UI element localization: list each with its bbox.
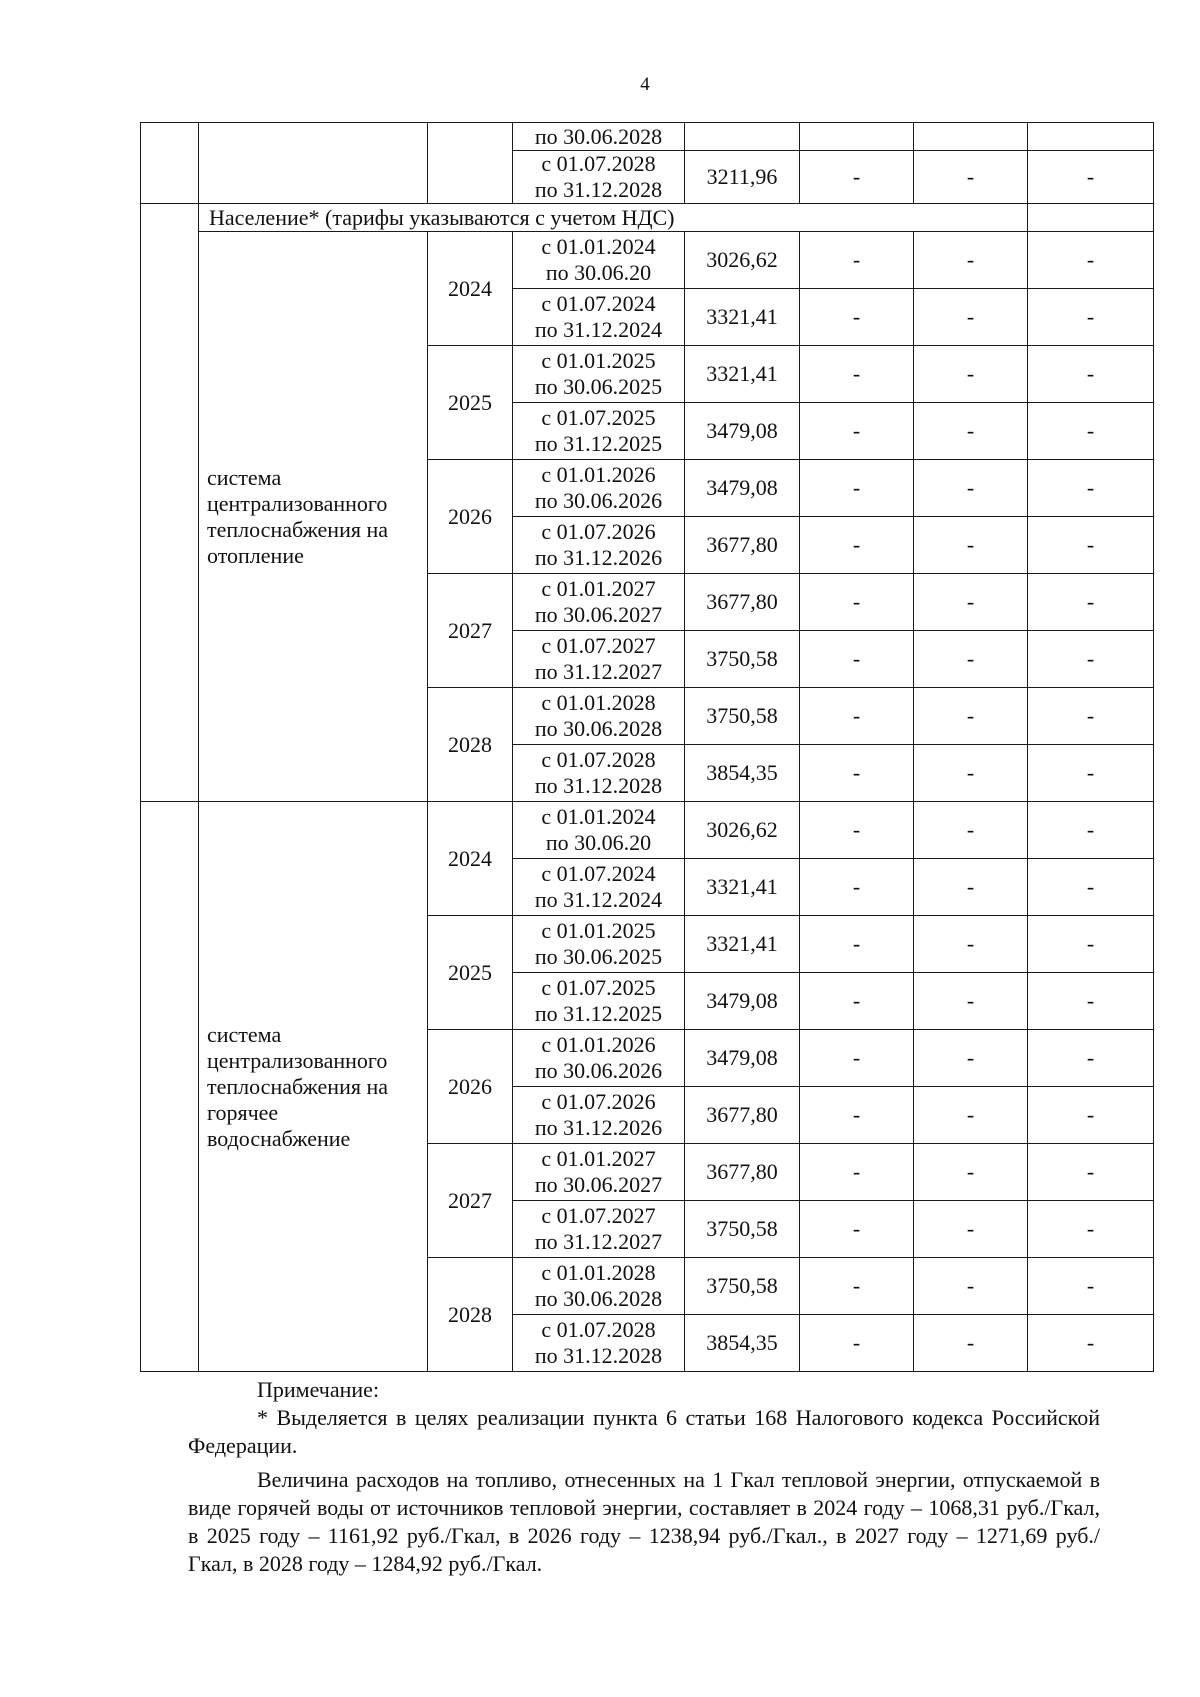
tariff-dash-cell: - xyxy=(800,1144,914,1201)
tariff-value-cell: 3321,41 xyxy=(685,916,800,973)
period-cell: с 01.07.2028 по 31.12.2028 xyxy=(513,1315,685,1372)
tariff-value-cell: 3854,35 xyxy=(685,1315,800,1372)
tariff-dash-cell: - xyxy=(1028,574,1154,631)
tariff-dash-cell: - xyxy=(800,859,914,916)
tariff-dash-cell: - xyxy=(1028,1144,1154,1201)
index-cell xyxy=(141,123,199,204)
tariff-value-cell: 3750,58 xyxy=(685,1201,800,1258)
tariff-value-cell: 3479,08 xyxy=(685,460,800,517)
year-cell: 2024 xyxy=(428,802,513,916)
table-row xyxy=(141,123,1154,151)
tariff-dash-cell: - xyxy=(800,346,914,403)
period-cell: с 01.07.2027 по 31.12.2027 xyxy=(513,631,685,688)
tariff-dash-cell: - xyxy=(1028,517,1154,574)
tariff-dash-cell: - xyxy=(800,517,914,574)
page-number: 4 xyxy=(640,74,650,95)
year-cell: 2028 xyxy=(428,1258,513,1372)
tariff-dash-cell: - xyxy=(800,1315,914,1372)
tariff-dash-cell xyxy=(800,123,914,151)
tariff-dash-cell: - xyxy=(914,802,1028,859)
tariff-value-cell: 3321,41 xyxy=(685,289,800,346)
tariff-dash-cell: - xyxy=(914,1030,1028,1087)
period-cell: с 01.01.2024 по 30.06.20 xyxy=(513,232,685,289)
tariff-dash-cell: - xyxy=(914,631,1028,688)
tariff-dash-cell: - xyxy=(914,517,1028,574)
tariff-dash-cell: - xyxy=(1028,688,1154,745)
tariff-dash-cell: - xyxy=(1028,403,1154,460)
period-cell: с 01.07.2024 по 31.12.2024 xyxy=(513,859,685,916)
tariff-value-cell: 3750,58 xyxy=(685,1258,800,1315)
tariff-value-cell: 3677,80 xyxy=(685,574,800,631)
year-cell: 2026 xyxy=(428,460,513,574)
tariff-dash-cell: - xyxy=(1028,1030,1154,1087)
tariff-dash-cell: - xyxy=(800,688,914,745)
tariff-value-cell: 3479,08 xyxy=(685,403,800,460)
period-cell: с 01.01.2028 по 30.06.2028 xyxy=(513,1258,685,1315)
tariff-dash-cell: - xyxy=(800,403,914,460)
tariff-dash-cell: - xyxy=(1028,973,1154,1030)
tariff-dash-cell: - xyxy=(1028,460,1154,517)
tariff-dash-cell: - xyxy=(914,745,1028,802)
tariff-dash-cell: - xyxy=(914,688,1028,745)
period-cell: с 01.01.2028 по 30.06.2028 xyxy=(513,688,685,745)
tariff-dash-cell: - xyxy=(914,1201,1028,1258)
tariff-value-cell: 3479,08 xyxy=(685,1030,800,1087)
year-cell: 2026 xyxy=(428,1030,513,1144)
tariff-dash-cell: - xyxy=(1028,745,1154,802)
tariff-dash-cell: - xyxy=(800,460,914,517)
table-row xyxy=(141,802,1154,859)
tariff-dash-cell: - xyxy=(800,1030,914,1087)
tariff-value-cell: 3026,62 xyxy=(685,802,800,859)
period-cell: с 01.07.2028 по 31.12.2028 xyxy=(513,151,685,204)
index-cell xyxy=(141,802,199,1372)
notes-section xyxy=(188,1376,1100,1578)
footnote-text: * Выделяется в целях реализации пункта 6 статьи 168 Налогового кодекса Российской Федерации. xyxy=(188,1405,1100,1458)
tariff-value-cell: 3677,80 xyxy=(685,517,800,574)
tariff-value-cell: 3854,35 xyxy=(685,745,800,802)
tariff-dash-cell: - xyxy=(914,346,1028,403)
period-cell: с 01.07.2026 по 31.12.2026 xyxy=(513,1087,685,1144)
tariff-dash-cell xyxy=(914,123,1028,151)
table-row xyxy=(141,204,1154,232)
tariff-dash-cell: - xyxy=(800,1087,914,1144)
year-cell xyxy=(428,123,513,204)
period-cell: с 01.07.2028 по 31.12.2028 xyxy=(513,745,685,802)
tariff-dash-cell: - xyxy=(800,973,914,1030)
tariff-dash-cell: - xyxy=(914,859,1028,916)
period-cell: с 01.07.2024 по 31.12.2024 xyxy=(513,289,685,346)
period-cell: с 01.01.2027 по 30.06.2027 xyxy=(513,574,685,631)
tariff-dash-cell: - xyxy=(800,631,914,688)
tariff-value-cell xyxy=(685,123,800,151)
tariff-dash-cell: - xyxy=(800,151,914,204)
tariff-dash-cell: - xyxy=(800,1258,914,1315)
system-cell: система централизованного теплоснабжения на горячее водоснабжение xyxy=(199,802,428,1372)
tariff-dash-cell: - xyxy=(800,232,914,289)
period-cell: с 01.07.2025 по 31.12.2025 xyxy=(513,973,685,1030)
tariff-dash-cell: - xyxy=(914,460,1028,517)
tariff-dash-cell: - xyxy=(1028,289,1154,346)
tariff-dash-cell: - xyxy=(1028,1258,1154,1315)
year-cell: 2024 xyxy=(428,232,513,346)
fuel-cost-text: Величина расходов на топливо, отнесенных на 1 Гкал тепловой энергии, отпускаемой в виде горячей воды от источников тепловой энергии, составляет в 2024 году – 1068,31 руб./Гкал, в 2025 году – 1161,92 руб./Гкал, в 2026 году – 1238,94 руб./Гкал., в 2027 году – 1271,69 руб./Гкал, в 2028 году – 1284,92 руб./Гкал. xyxy=(188,1467,1100,1576)
tariff-dash-cell: - xyxy=(800,1201,914,1258)
tariff-dash-cell: - xyxy=(1028,916,1154,973)
tariff-dash-cell: - xyxy=(914,403,1028,460)
period-cell: с 01.07.2026 по 31.12.2026 xyxy=(513,517,685,574)
tariff-dash-cell: - xyxy=(1028,232,1154,289)
tariff-dash-cell: - xyxy=(914,973,1028,1030)
tariff-value-cell: 3211,96 xyxy=(685,151,800,204)
year-cell: 2027 xyxy=(428,574,513,688)
tariff-dash-cell: - xyxy=(800,745,914,802)
note-label: Примечание: xyxy=(257,1377,380,1402)
period-cell: с 01.01.2025 по 30.06.2025 xyxy=(513,346,685,403)
period-cell: с 01.01.2026 по 30.06.2026 xyxy=(513,460,685,517)
tariff-dash-cell: - xyxy=(800,574,914,631)
tariff-dash-cell: - xyxy=(800,802,914,859)
tariff-value-cell: 3677,80 xyxy=(685,1144,800,1201)
period-cell: с 01.07.2027 по 31.12.2027 xyxy=(513,1201,685,1258)
tariff-dash-cell: - xyxy=(914,916,1028,973)
tariff-value-cell: 3677,80 xyxy=(685,1087,800,1144)
tariff-dash-cell: - xyxy=(1028,631,1154,688)
tariff-dash-cell: - xyxy=(914,1087,1028,1144)
tariff-dash-cell xyxy=(1028,204,1154,232)
period-cell: с 01.01.2025 по 30.06.2025 xyxy=(513,916,685,973)
period-cell: с 01.01.2026 по 30.06.2026 xyxy=(513,1030,685,1087)
tariff-dash-cell: - xyxy=(914,1315,1028,1372)
tariff-dash-cell: - xyxy=(1028,1315,1154,1372)
population-header: Население* (тарифы указываются с учетом НДС) xyxy=(199,204,1028,232)
tariff-value-cell: 3750,58 xyxy=(685,688,800,745)
year-cell: 2027 xyxy=(428,1144,513,1258)
system-cell: система централизованного теплоснабжения на отопление xyxy=(199,232,428,802)
period-cell: с 01.01.2024 по 30.06.20 xyxy=(513,802,685,859)
tariff-value-cell: 3026,62 xyxy=(685,232,800,289)
tariff-dash-cell: - xyxy=(1028,346,1154,403)
period-cell: с 01.01.2027 по 30.06.2027 xyxy=(513,1144,685,1201)
tariff-dash-cell: - xyxy=(800,916,914,973)
tariff-dash-cell: - xyxy=(1028,802,1154,859)
tariff-dash-cell: - xyxy=(914,1258,1028,1315)
tariff-dash-cell: - xyxy=(1028,1087,1154,1144)
tariff-dash-cell: - xyxy=(914,289,1028,346)
tariff-dash-cell: - xyxy=(914,232,1028,289)
tariff-dash-cell: - xyxy=(914,151,1028,204)
year-cell: 2025 xyxy=(428,346,513,460)
tariff-value-cell: 3321,41 xyxy=(685,346,800,403)
tariff-dash-cell: - xyxy=(914,1144,1028,1201)
tariff-dash-cell: - xyxy=(800,289,914,346)
year-cell: 2028 xyxy=(428,688,513,802)
period-cell: с 01.07.2025 по 31.12.2025 xyxy=(513,403,685,460)
tariff-dash-cell: - xyxy=(1028,859,1154,916)
tariff-dash-cell: - xyxy=(1028,151,1154,204)
index-cell xyxy=(141,204,199,802)
table-row xyxy=(141,232,1154,289)
period-cell: по 30.06.2028 xyxy=(513,123,685,151)
tariff-dash-cell: - xyxy=(914,574,1028,631)
tariff-table xyxy=(140,122,1154,1372)
year-cell: 2025 xyxy=(428,916,513,1030)
tariff-value-cell: 3479,08 xyxy=(685,973,800,1030)
tariff-dash-cell xyxy=(1028,123,1154,151)
tariff-value-cell: 3750,58 xyxy=(685,631,800,688)
system-cell xyxy=(199,123,428,204)
tariff-value-cell: 3321,41 xyxy=(685,859,800,916)
tariff-dash-cell: - xyxy=(1028,1201,1154,1258)
